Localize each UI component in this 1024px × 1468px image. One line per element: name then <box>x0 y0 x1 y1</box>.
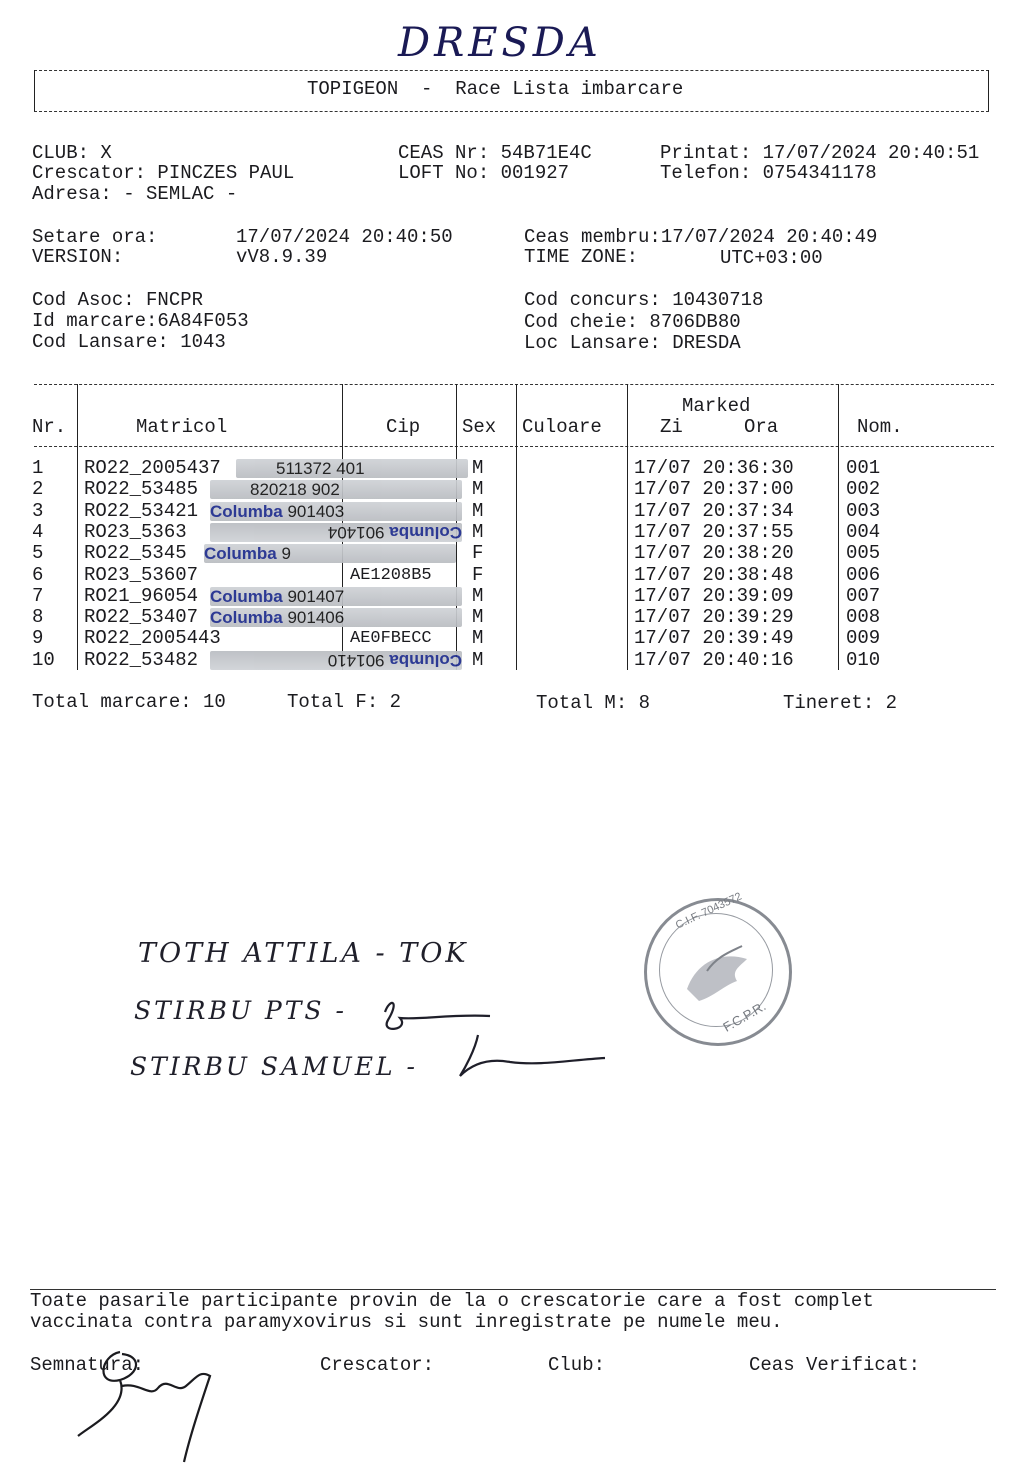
cip-sticker <box>210 502 462 521</box>
sticker-brand: Columba <box>389 522 462 542</box>
crescator-line: Crescator: PINCZES PAUL <box>32 162 295 184</box>
row-sex: M <box>472 499 484 522</box>
row-nr: 2 <box>32 478 44 501</box>
row-sex: F <box>472 542 484 565</box>
handwritten-title: DRESDA <box>398 20 602 66</box>
total-m: Total M: 8 <box>536 692 651 714</box>
row-cip: 901404 <box>327 522 385 542</box>
tineret: Tineret: 2 <box>783 692 898 714</box>
loft-no: LOFT No: 001927 <box>398 162 570 184</box>
cod-concurs: Cod concurs: 10430718 <box>524 289 764 311</box>
cod-lansare: Cod Lansare: 1043 <box>32 331 226 353</box>
handwritten-name-1: TOTH ATTILA - TOK <box>138 938 469 969</box>
ceas-membru: Ceas membru:17/07/2024 20:40:49 <box>524 226 878 248</box>
ceas-verificat-label: Ceas Verificat: <box>749 1354 921 1376</box>
row-sex: M <box>472 606 484 629</box>
cip-sticker <box>236 459 468 478</box>
time-zone-label: TIME ZONE: <box>524 246 639 268</box>
version-label: VERSION: <box>32 246 124 268</box>
row-cip: 901403 <box>287 501 345 521</box>
cip-sticker <box>210 480 462 499</box>
row-cip: AE1208B5 <box>350 565 432 585</box>
row-cip: 901406 <box>287 608 345 628</box>
cip-sticker <box>210 523 462 542</box>
sticker-brand: Columba <box>204 544 277 564</box>
ceas-nr: CEAS Nr: 54B71E4C <box>398 142 592 164</box>
cip-sticker <box>204 544 456 563</box>
row-matricol: RO22_5345 <box>84 542 187 565</box>
col-divider-5 <box>627 384 628 670</box>
row-nom: 003 <box>846 499 881 522</box>
row-nom: 009 <box>846 627 881 650</box>
row-matricol: RO23_53607 <box>84 563 199 586</box>
sticker-brand: Columba <box>210 608 283 628</box>
row-matricol: RO22_2005437 <box>84 457 221 479</box>
col-divider-1 <box>77 384 78 670</box>
row-cip: 901410 <box>327 650 385 670</box>
row-sex: M <box>472 584 484 607</box>
row-cip: 901407 <box>287 586 345 606</box>
row-matricol: RO22_2005443 <box>84 627 221 650</box>
row-marked: 17/07 20:38:20 <box>634 542 794 565</box>
row-matricol: RO23_5363 <box>84 520 187 543</box>
row-marked: 17/07 20:37:00 <box>634 478 794 501</box>
row-nom: 008 <box>846 606 881 629</box>
cip-sticker <box>210 651 462 670</box>
row-nom: 001 <box>846 457 881 479</box>
stamp-text-2: F.C.P.R. <box>720 998 769 1035</box>
row-marked: 17/07 20:36:30 <box>634 457 794 479</box>
row-sex: M <box>472 627 484 650</box>
row-sex: M <box>472 457 484 479</box>
row-cip: 820218 902 <box>250 480 340 500</box>
sticker-brand: Columba <box>389 650 462 670</box>
adresa-line: Adresa: - SEMLAC - <box>32 183 238 205</box>
row-marked: 17/07 20:39:09 <box>634 584 794 607</box>
time-zone-value: UTC+03:00 <box>720 247 823 269</box>
telefon: Telefon: 0754341178 <box>660 162 877 184</box>
header-matricol: Matricol <box>136 416 228 438</box>
declaration-line-2: vaccinata contra paramyxovirus si sunt inregistrate pe numele meu. <box>30 1311 783 1333</box>
header-sex: Sex <box>462 416 497 438</box>
row-matricol: RO22_53407 <box>84 606 199 629</box>
row-nr: 4 <box>32 520 44 543</box>
header-marked: Marked <box>682 395 751 417</box>
row-marked: 17/07 20:40:16 <box>634 648 794 671</box>
stamp-text-1: C.I.F. 7043572 <box>673 890 744 932</box>
row-nom: 004 <box>846 520 881 543</box>
row-marked: 17/07 20:39:29 <box>634 606 794 629</box>
club-line: CLUB: X <box>32 142 112 164</box>
header-bottom-border <box>34 111 989 112</box>
row-nr: 6 <box>32 563 44 586</box>
setare-label: Setare ora: <box>32 226 158 248</box>
breeder-signature <box>60 1346 230 1466</box>
row-marked: 17/07 20:37:34 <box>634 499 794 522</box>
header-right-border <box>988 70 989 112</box>
loc-lansare: Loc Lansare: DRESDA <box>524 332 741 354</box>
header-culoare: Culoare <box>522 416 602 438</box>
total-marcare: Total marcare: 10 <box>32 691 226 713</box>
row-nom: 002 <box>846 478 881 501</box>
row-sex: M <box>472 520 484 543</box>
table-header-bottom-border <box>34 446 994 447</box>
header-left-border <box>34 70 35 112</box>
row-cip: AE0FBECC <box>350 629 432 649</box>
row-cip: 9 <box>281 544 291 564</box>
row-nr: 9 <box>32 627 44 650</box>
row-marked: 17/07 20:38:48 <box>634 563 794 586</box>
cip-sticker <box>210 587 462 606</box>
row-marked: 17/07 20:37:55 <box>634 520 794 543</box>
club-stamp <box>644 890 792 1046</box>
handwritten-signatures <box>360 990 640 1090</box>
row-nr: 1 <box>32 457 44 479</box>
header-nom: Nom. <box>857 416 903 438</box>
total-f: Total F: 2 <box>287 691 402 713</box>
row-nr: 8 <box>32 606 44 629</box>
col-divider-6 <box>838 384 839 670</box>
version-value: vV8.9.39 <box>236 246 328 268</box>
cip-sticker <box>210 608 462 627</box>
id-marcare: Id marcare:6A84F053 <box>32 310 249 332</box>
table-top-border <box>34 384 994 385</box>
club-signature-label: Club: <box>548 1354 606 1376</box>
row-nom: 010 <box>846 648 881 671</box>
row-matricol: RO22_53485 <box>84 478 199 501</box>
row-matricol: RO22_53482 <box>84 648 199 671</box>
setare-value: 17/07/2024 20:40:50 <box>236 226 453 248</box>
row-nr: 5 <box>32 542 44 565</box>
semnatura-label: Semnatura: <box>30 1354 145 1376</box>
row-cip: 511372 401 <box>276 459 365 478</box>
cod-cheie: Cod cheie: 8706DB80 <box>524 311 741 333</box>
printat: Printat: 17/07/2024 20:40:51 <box>660 142 980 164</box>
handwritten-name-3: STIRBU SAMUEL - <box>130 1052 418 1081</box>
crescator-signature-label: Crescator: <box>320 1354 435 1376</box>
header-zi: Zi <box>660 416 683 438</box>
sticker-brand: Columba <box>210 501 283 521</box>
row-matricol: RO21_96054 <box>84 584 199 607</box>
row-nom: 006 <box>846 563 881 586</box>
row-sex: M <box>472 648 484 671</box>
row-nr: 3 <box>32 499 44 522</box>
row-nom: 007 <box>846 584 881 607</box>
row-nr: 7 <box>32 584 44 607</box>
header-cip: Cip <box>386 416 421 438</box>
header-nr: Nr. <box>32 416 67 438</box>
row-nom: 005 <box>846 542 881 565</box>
header-top-border <box>34 70 989 71</box>
row-nr: 10 <box>32 648 55 671</box>
document-title: TOPIGEON - Race Lista imbarcare <box>307 78 684 100</box>
header-ora: Ora <box>744 416 779 438</box>
row-sex: M <box>472 478 484 501</box>
row-marked: 17/07 20:39:49 <box>634 627 794 650</box>
row-sex: F <box>472 563 484 586</box>
declaration-line-1: Toate pasarile participante provin de la o crescatorie care a fost complet <box>30 1290 874 1312</box>
row-matricol: RO22_53421 <box>84 499 199 522</box>
cod-asoc: Cod Asoc: FNCPR <box>32 289 204 311</box>
col-divider-4 <box>516 384 517 670</box>
handwritten-name-2: STIRBU PTS - <box>134 996 347 1025</box>
sticker-brand: Columba <box>210 586 283 606</box>
